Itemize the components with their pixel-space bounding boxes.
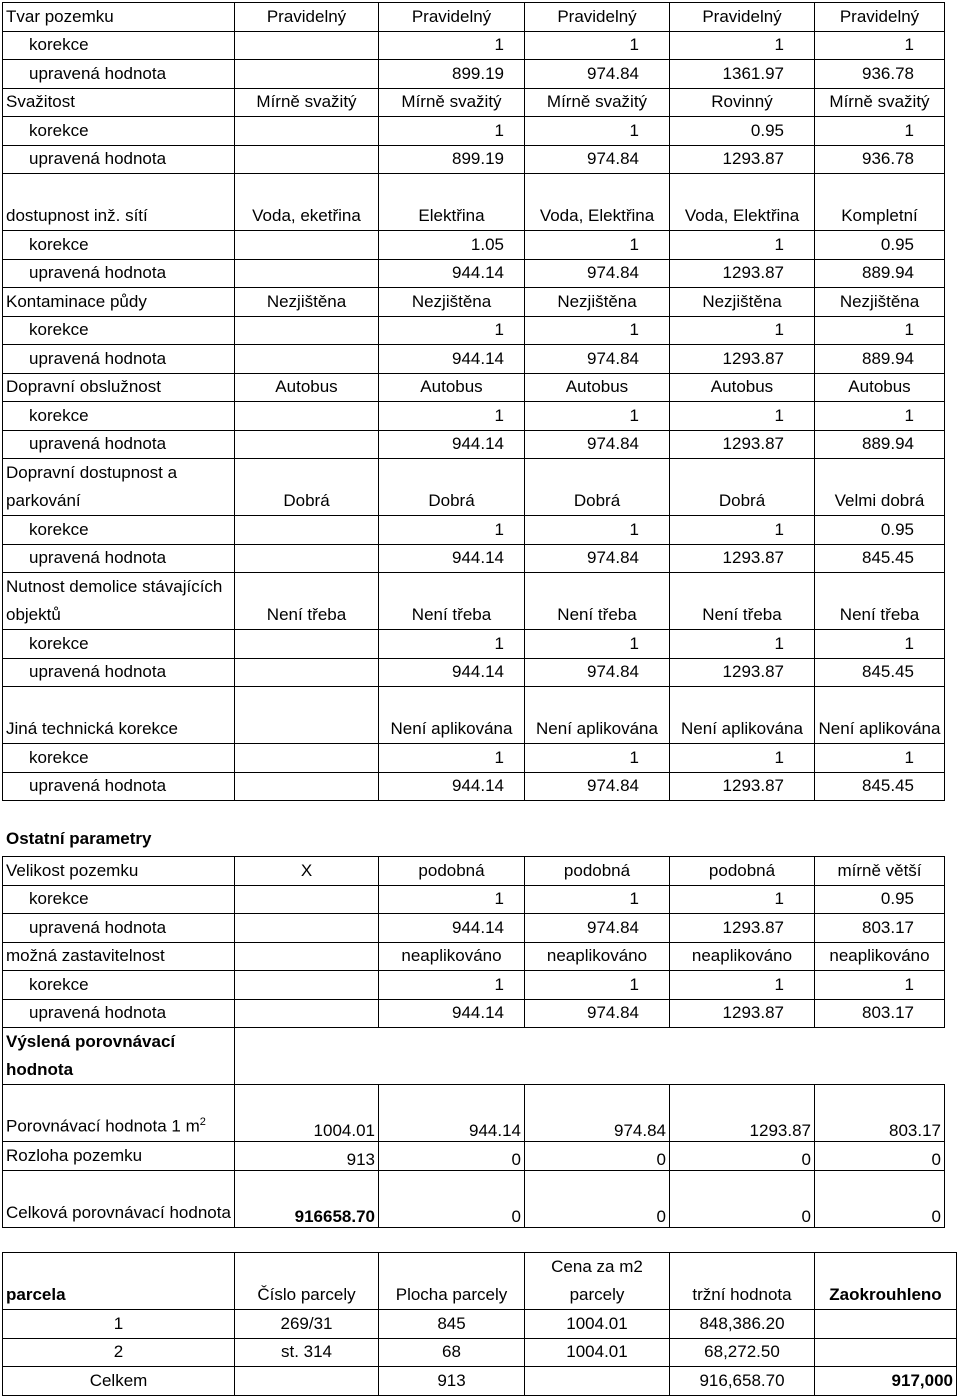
table-cell: Autobus [379, 373, 525, 402]
table-cell [235, 145, 379, 174]
table-cell: Není aplikována [379, 687, 525, 744]
table-cell: 1 [525, 316, 670, 345]
table-cell: 944.14 [379, 1085, 525, 1142]
table-cell: 936.78 [815, 145, 945, 174]
row-label-text: Celková porovnávací hodnota [6, 1202, 231, 1222]
table-cell [235, 31, 379, 60]
row-label: korekce [3, 316, 235, 345]
table-cell: 974.84 [525, 345, 670, 374]
row-label [3, 1085, 235, 1142]
table-cell: 899.19 [379, 60, 525, 89]
table-cell: Není třeba [815, 573, 945, 630]
row-label: upravená hodnota [3, 914, 235, 943]
table-cell: Nezjištěna [235, 288, 379, 317]
table-cell: Nezjištěna [815, 288, 945, 317]
table-row [3, 914, 945, 943]
total-rounded: 917,000 [815, 1367, 957, 1396]
table-cell: 1 [525, 231, 670, 260]
comparison-table [2, 2, 945, 801]
row-label: dostupnost inž. sítí [3, 174, 235, 231]
table-cell: 1 [670, 402, 815, 431]
table-cell: 1 [379, 117, 525, 146]
table-cell: 1 [3, 1310, 235, 1339]
table-row [3, 430, 945, 459]
table-row [3, 516, 945, 545]
table-row [3, 88, 945, 117]
table-cell: neaplikováno [379, 942, 525, 971]
table-cell: 1 [670, 630, 815, 659]
table-cell: Autobus [815, 373, 945, 402]
table-row [3, 1170, 945, 1227]
table-cell: 1 [670, 31, 815, 60]
table-cell: 1 [525, 630, 670, 659]
table-row [3, 857, 945, 886]
table-cell: 974.84 [525, 544, 670, 573]
table-cell: Nezjištěna [670, 288, 815, 317]
table-cell: neaplikováno [670, 942, 815, 971]
table-cell: Rovinný [670, 88, 815, 117]
table-cell: 1 [670, 516, 815, 545]
column-header: Zaokrouhleno [815, 1253, 957, 1310]
total-area: 913 [379, 1367, 525, 1396]
table-row [3, 145, 945, 174]
table-cell: 1293.87 [670, 1085, 815, 1142]
row-label: korekce [3, 231, 235, 260]
table-cell: 0 [525, 1170, 670, 1227]
column-header: parcela [3, 1253, 235, 1310]
table-cell: 889.94 [815, 259, 945, 288]
table-cell: 1 [670, 971, 815, 1000]
table-cell [815, 1028, 945, 1085]
table-cell: 974.84 [525, 914, 670, 943]
table-row [3, 60, 945, 89]
table-cell [235, 630, 379, 659]
row-label: korekce [3, 117, 235, 146]
row-label: upravená hodnota [3, 658, 235, 687]
table-cell: 1.05 [379, 231, 525, 260]
table-cell: 944.14 [379, 430, 525, 459]
table-cell: 0 [815, 1142, 945, 1171]
table-cell: 803.17 [815, 1085, 945, 1142]
row-label: korekce [3, 630, 235, 659]
table-cell: 944.14 [379, 345, 525, 374]
table-row [3, 459, 945, 516]
table-cell: Pravidelný [815, 3, 945, 32]
table-cell: 944.14 [379, 772, 525, 801]
other-params-table [2, 856, 945, 1228]
table-cell: 1 [379, 885, 525, 914]
row-label: možná zastavitelnost [3, 942, 235, 971]
row-label: korekce [3, 516, 235, 545]
table-cell: 1 [379, 402, 525, 431]
table-row [3, 744, 945, 773]
table-cell: 1293.87 [670, 772, 815, 801]
table-row [3, 1028, 945, 1085]
table-cell: 974.84 [525, 145, 670, 174]
row-label: Jiná technická korekce [3, 687, 235, 744]
table-cell: 1004.01 [525, 1310, 670, 1339]
table-cell: 1 [670, 885, 815, 914]
row-label-text: Porovnávací hodnota 1 m [6, 1117, 200, 1136]
table-cell: 0 [379, 1170, 525, 1227]
table-cell: Autobus [670, 373, 815, 402]
table-cell: 1293.87 [670, 430, 815, 459]
table-cell: 845.45 [815, 772, 945, 801]
row-label: upravená hodnota [3, 145, 235, 174]
row-label: upravená hodnota [3, 345, 235, 374]
table-cell: Nezjištěna [525, 288, 670, 317]
table-cell [235, 60, 379, 89]
table-cell: 1 [379, 316, 525, 345]
table-cell: Pravidelný [670, 3, 815, 32]
table-cell: Elektřina [379, 174, 525, 231]
table-cell [235, 1028, 379, 1085]
column-header: tržní hodnota [670, 1253, 815, 1310]
table-cell: 0.95 [815, 516, 945, 545]
table-cell: 1293.87 [670, 259, 815, 288]
table-total-row [3, 1367, 957, 1396]
table-cell: 944.14 [379, 999, 525, 1028]
table-cell: podobná [379, 857, 525, 886]
table-cell: mírně větší [815, 857, 945, 886]
table-cell: Není třeba [670, 573, 815, 630]
table-cell: 1 [815, 31, 945, 60]
table-cell: 889.94 [815, 345, 945, 374]
table-cell: neaplikováno [815, 942, 945, 971]
table-cell: 68,272.50 [670, 1338, 815, 1367]
table-cell: Voda, Elektřina [670, 174, 815, 231]
table-cell: 1 [525, 971, 670, 1000]
table-cell: 1293.87 [670, 914, 815, 943]
column-header: Cena za m2 parcely [525, 1253, 670, 1310]
table-cell [235, 914, 379, 943]
table-row [3, 999, 945, 1028]
table-cell: 1 [525, 885, 670, 914]
row-label: korekce [3, 31, 235, 60]
table-row [3, 1085, 945, 1142]
row-label: korekce [3, 885, 235, 914]
column-header: Plocha parcely [379, 1253, 525, 1310]
table-cell [815, 1310, 957, 1339]
row-label: Dopravní dostupnost a parkování [3, 459, 235, 516]
table-cell [235, 430, 379, 459]
table-cell [235, 744, 379, 773]
table-cell: 1 [379, 516, 525, 545]
table-row [3, 373, 945, 402]
table-cell [235, 544, 379, 573]
table-cell: 1293.87 [670, 345, 815, 374]
table-cell [235, 999, 379, 1028]
result-heading: Výslená porovnávací hodnota [3, 1028, 235, 1085]
table-cell: 1 [525, 117, 670, 146]
table-cell: 803.17 [815, 914, 945, 943]
table-cell: 0.95 [670, 117, 815, 146]
table-cell: 1 [815, 630, 945, 659]
table-cell [235, 772, 379, 801]
table-row [3, 687, 945, 744]
table-cell: 845 [379, 1310, 525, 1339]
table-cell: podobná [525, 857, 670, 886]
table-row [3, 402, 945, 431]
row-label: Nutnost demolice stávajících objektů [3, 573, 235, 630]
table-cell: 1 [525, 516, 670, 545]
section-heading-other: Ostatní parametry [6, 829, 152, 848]
table-cell: 974.84 [525, 259, 670, 288]
table-cell: Není aplikována [525, 687, 670, 744]
table-cell [235, 885, 379, 914]
table-cell: 1 [379, 31, 525, 60]
table-cell: 1004.01 [235, 1085, 379, 1142]
table-cell: 974.84 [525, 1085, 670, 1142]
table-cell: Dobrá [670, 459, 815, 516]
table-cell: 1 [525, 402, 670, 431]
table-cell: 0.95 [815, 885, 945, 914]
row-label: upravená hodnota [3, 60, 235, 89]
superscript: 2 [199, 1116, 206, 1129]
table-cell: Autobus [235, 373, 379, 402]
table-cell: 0.95 [815, 231, 945, 260]
table-cell: 1 [525, 744, 670, 773]
table-cell: Dobrá [525, 459, 670, 516]
table-cell: 68 [379, 1338, 525, 1367]
table-row [3, 942, 945, 971]
total-label: Celkem [3, 1367, 235, 1396]
row-label: korekce [3, 971, 235, 1000]
table-row [3, 658, 945, 687]
table-cell: 1361.97 [670, 60, 815, 89]
table-cell: 1293.87 [670, 658, 815, 687]
table-cell: Nezjištěna [379, 288, 525, 317]
table-row [3, 259, 945, 288]
table-cell: 974.84 [525, 999, 670, 1028]
table-cell: 974.84 [525, 60, 670, 89]
table-cell: 913 [235, 1142, 379, 1171]
table-row [3, 772, 945, 801]
table-cell: 0 [815, 1170, 945, 1227]
row-label: Tvar pozemku [3, 3, 235, 32]
row-label: upravená hodnota [3, 259, 235, 288]
table-cell: 974.84 [525, 430, 670, 459]
table-cell: 1 [815, 971, 945, 1000]
row-label: Velikost pozemku [3, 857, 235, 886]
row-label: korekce [3, 402, 235, 431]
table-cell: 1 [670, 231, 815, 260]
table-cell: Dobrá [235, 459, 379, 516]
table-cell: 1 [379, 630, 525, 659]
table-cell [815, 1338, 957, 1367]
table-cell: 845.45 [815, 658, 945, 687]
table-cell: 1 [815, 316, 945, 345]
table-cell: 803.17 [815, 999, 945, 1028]
table-cell: 936.78 [815, 60, 945, 89]
row-label: Svažitost [3, 88, 235, 117]
table-cell: Dobrá [379, 459, 525, 516]
table-cell: 899.19 [379, 145, 525, 174]
table-cell: 845.45 [815, 544, 945, 573]
table-cell [235, 316, 379, 345]
table-cell: 2 [3, 1338, 235, 1367]
table-cell: 0 [670, 1142, 815, 1171]
row-label [3, 1142, 235, 1171]
parcel-table [2, 1252, 957, 1396]
table-cell [235, 345, 379, 374]
table-cell [235, 1367, 379, 1396]
table-cell [235, 516, 379, 545]
table-cell: 1 [379, 971, 525, 1000]
table-cell [235, 231, 379, 260]
table-cell: 1 [815, 117, 945, 146]
table-cell: 848,386.20 [670, 1310, 815, 1339]
table-cell: Autobus [525, 373, 670, 402]
table-cell: 1 [670, 744, 815, 773]
table-cell [525, 1028, 670, 1085]
table-row [3, 117, 945, 146]
table-cell: Není aplikována [815, 687, 945, 744]
table-cell [670, 1028, 815, 1085]
table-row [3, 971, 945, 1000]
row-label: upravená hodnota [3, 430, 235, 459]
table-cell [525, 1367, 670, 1396]
table-cell [235, 259, 379, 288]
table-cell: 1 [379, 744, 525, 773]
table-cell: 1 [525, 31, 670, 60]
table-cell: 944.14 [379, 658, 525, 687]
table-cell: 0 [379, 1142, 525, 1171]
table-cell: 889.94 [815, 430, 945, 459]
table-row [3, 174, 945, 231]
table-cell: Mírně svažitý [525, 88, 670, 117]
table-row [3, 885, 945, 914]
row-label: korekce [3, 744, 235, 773]
table-cell: 1004.01 [525, 1338, 670, 1367]
row-label: upravená hodnota [3, 544, 235, 573]
table-row [3, 544, 945, 573]
table-cell: st. 314 [235, 1338, 379, 1367]
table-cell: Pravidelný [379, 3, 525, 32]
table-cell: 974.84 [525, 772, 670, 801]
table-row [3, 231, 945, 260]
table-cell: Mírně svažitý [815, 88, 945, 117]
table-cell [235, 117, 379, 146]
table-row [3, 316, 945, 345]
table-cell: X [235, 857, 379, 886]
table-cell: 974.84 [525, 658, 670, 687]
table-cell: Není třeba [525, 573, 670, 630]
table-header-row [3, 1253, 957, 1310]
table-row [3, 31, 945, 60]
table-cell: 0 [525, 1142, 670, 1171]
table-cell: 1293.87 [670, 999, 815, 1028]
table-cell: 1 [815, 402, 945, 431]
table-cell: podobná [670, 857, 815, 886]
table-row [3, 288, 945, 317]
table-cell: Mírně svažitý [235, 88, 379, 117]
table-cell: Kompletní [815, 174, 945, 231]
table-row [3, 630, 945, 659]
table-cell: Není třeba [379, 573, 525, 630]
table-cell: Mírně svažitý [379, 88, 525, 117]
column-header: Číslo parcely [235, 1253, 379, 1310]
total-value: 916,658.70 [670, 1367, 815, 1396]
table-cell: neaplikováno [525, 942, 670, 971]
table-row [3, 1142, 945, 1171]
row-label: upravená hodnota [3, 772, 235, 801]
table-cell: 944.14 [379, 914, 525, 943]
row-label: Dopravní obslužnost [3, 373, 235, 402]
table-cell [379, 1028, 525, 1085]
table-row [3, 1338, 957, 1367]
table-cell: 0 [670, 1170, 815, 1227]
table-cell: Pravidelný [525, 3, 670, 32]
table-cell: Voda, eketřina [235, 174, 379, 231]
table-cell [235, 971, 379, 1000]
row-label: Kontaminace půdy [3, 288, 235, 317]
row-label-text: Rozloha pozemku [6, 1145, 143, 1165]
table-cell: Voda, Elektřina [525, 174, 670, 231]
table-row [3, 1310, 957, 1339]
table-row [3, 345, 945, 374]
table-cell: 269/31 [235, 1310, 379, 1339]
row-label: upravená hodnota [3, 999, 235, 1028]
table-cell [235, 687, 379, 744]
table-cell: 1 [815, 744, 945, 773]
table-cell: 1293.87 [670, 145, 815, 174]
table-cell [235, 402, 379, 431]
table-cell: Není aplikována [670, 687, 815, 744]
table-row [3, 3, 945, 32]
table-cell: 916658.70 [235, 1170, 379, 1227]
table-cell: 944.14 [379, 544, 525, 573]
table-cell: 1 [670, 316, 815, 345]
table-cell: Velmi dobrá [815, 459, 945, 516]
table-cell [235, 942, 379, 971]
table-cell [235, 658, 379, 687]
row-label [3, 1170, 235, 1227]
table-cell: 1293.87 [670, 544, 815, 573]
table-cell: Není třeba [235, 573, 379, 630]
table-cell: Pravidelný [235, 3, 379, 32]
table-row [3, 573, 945, 630]
table-cell: 944.14 [379, 259, 525, 288]
